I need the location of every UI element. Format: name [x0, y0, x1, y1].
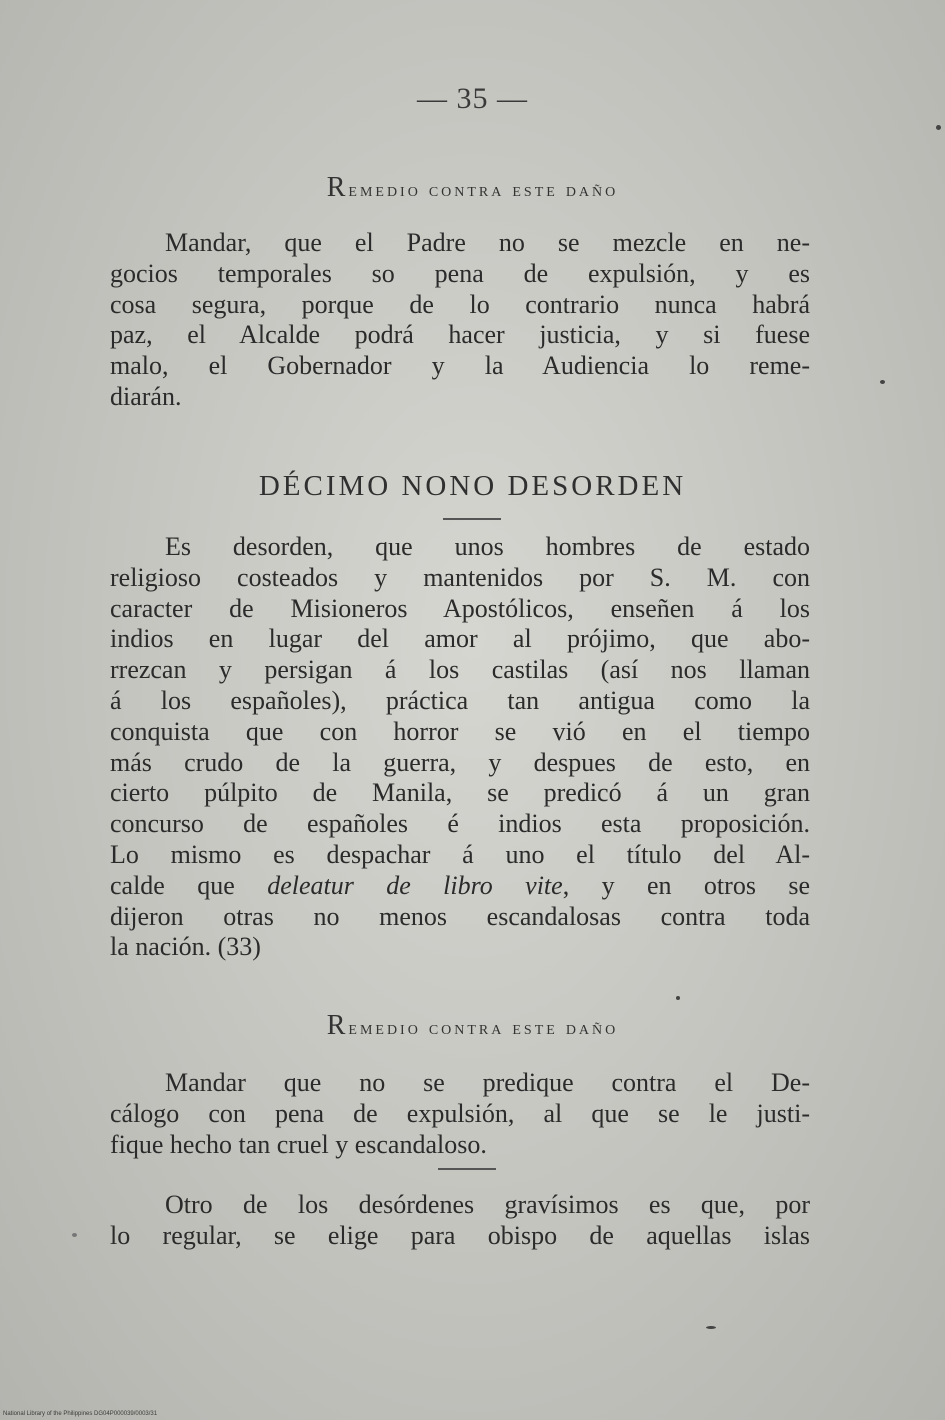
heading-rest: emedio contra este daño: [348, 179, 619, 201]
text-fragment: calde que: [110, 870, 268, 900]
remedio-heading-1: [0, 172, 945, 204]
text-line: cosa segura, porque de lo contrario nunca habrá: [110, 289, 810, 319]
text-line: más crudo de la guerra, y despues de esto, en: [110, 747, 810, 777]
heading-initial: R: [326, 1010, 349, 1041]
scan-speck: [676, 996, 680, 1000]
scan-speck: [880, 380, 885, 384]
text-line: paz, el Alcalde podrá hacer justicia, y si fuese: [110, 320, 810, 350]
library-credit: National Library of the Philippines DG04P000039/0003/31: [3, 1411, 158, 1417]
text-line: Mandar que no se predique contra el De-: [165, 1068, 810, 1097]
remedio-heading-2: [0, 1010, 945, 1042]
desorden-paragraph: [110, 532, 810, 963]
otro-paragraph: [110, 1190, 810, 1252]
heading-rule: [443, 518, 501, 520]
text-line: Es desorden, que unos hombres de estado: [165, 532, 810, 561]
text-line: indios en lugar del amor al prójimo, que abo-: [110, 624, 810, 654]
text-line: fique hecho tan cruel y escandaloso.: [110, 1129, 487, 1159]
text-line: dijeron otras no menos escandalosas contra toda: [110, 901, 810, 931]
scan-speck: [706, 1326, 716, 1329]
text-line: rrezcan y persigan á los castilas (así nos llaman: [110, 655, 810, 685]
text-line: Lo mismo es despachar á uno el título del Al-: [110, 839, 810, 869]
section-rule: [438, 1168, 496, 1170]
desorden-heading: DÉCIMO NONO DESORDEN: [258, 470, 687, 502]
text-line: conquista que con horror se vió en el tiempo: [110, 716, 810, 746]
heading-rest: emedio contra este daño: [348, 1017, 619, 1039]
remedio-paragraph-2: [110, 1068, 810, 1160]
latin-phrase: deleatur de libro vite: [267, 870, 563, 900]
page-number: — 35 —: [417, 82, 528, 115]
text-line: cierto púlpito de Manila, se predicó á un gran: [110, 778, 810, 808]
heading-initial: R: [326, 172, 349, 203]
text-line: gocios temporales so pena de expulsión, y es: [110, 258, 810, 288]
text-line: la nación. (33): [110, 932, 261, 962]
text-line: diarán.: [110, 381, 182, 411]
scan-speck: [936, 125, 941, 130]
text-line: caracter de Misioneros Apostólicos, enseñen á los: [110, 593, 810, 623]
scan-speck: [72, 1233, 77, 1237]
text-line: lo regular, se elige para obispo de aquellas islas: [110, 1220, 810, 1250]
text-line: á los españoles), práctica tan antigua como la: [110, 685, 810, 715]
text-line: [110, 871, 810, 902]
text-line: Mandar, que el Padre no se mezcle en ne-: [165, 228, 810, 257]
text-line: Otro de los desórdenes gravísimos es que, por: [165, 1190, 810, 1219]
text-line: concurso de españoles é indios esta proposición.: [110, 809, 810, 839]
text-line: cálogo con pena de expulsión, al que se le justi-: [110, 1098, 810, 1128]
text-fragment: , y en otros se: [562, 870, 810, 900]
text-line: malo, el Gobernador y la Audiencia lo reme-: [110, 351, 810, 381]
text-line: religioso costeados y mantenidos por S. M. con: [110, 562, 810, 592]
remedio-paragraph-1: [110, 228, 810, 413]
